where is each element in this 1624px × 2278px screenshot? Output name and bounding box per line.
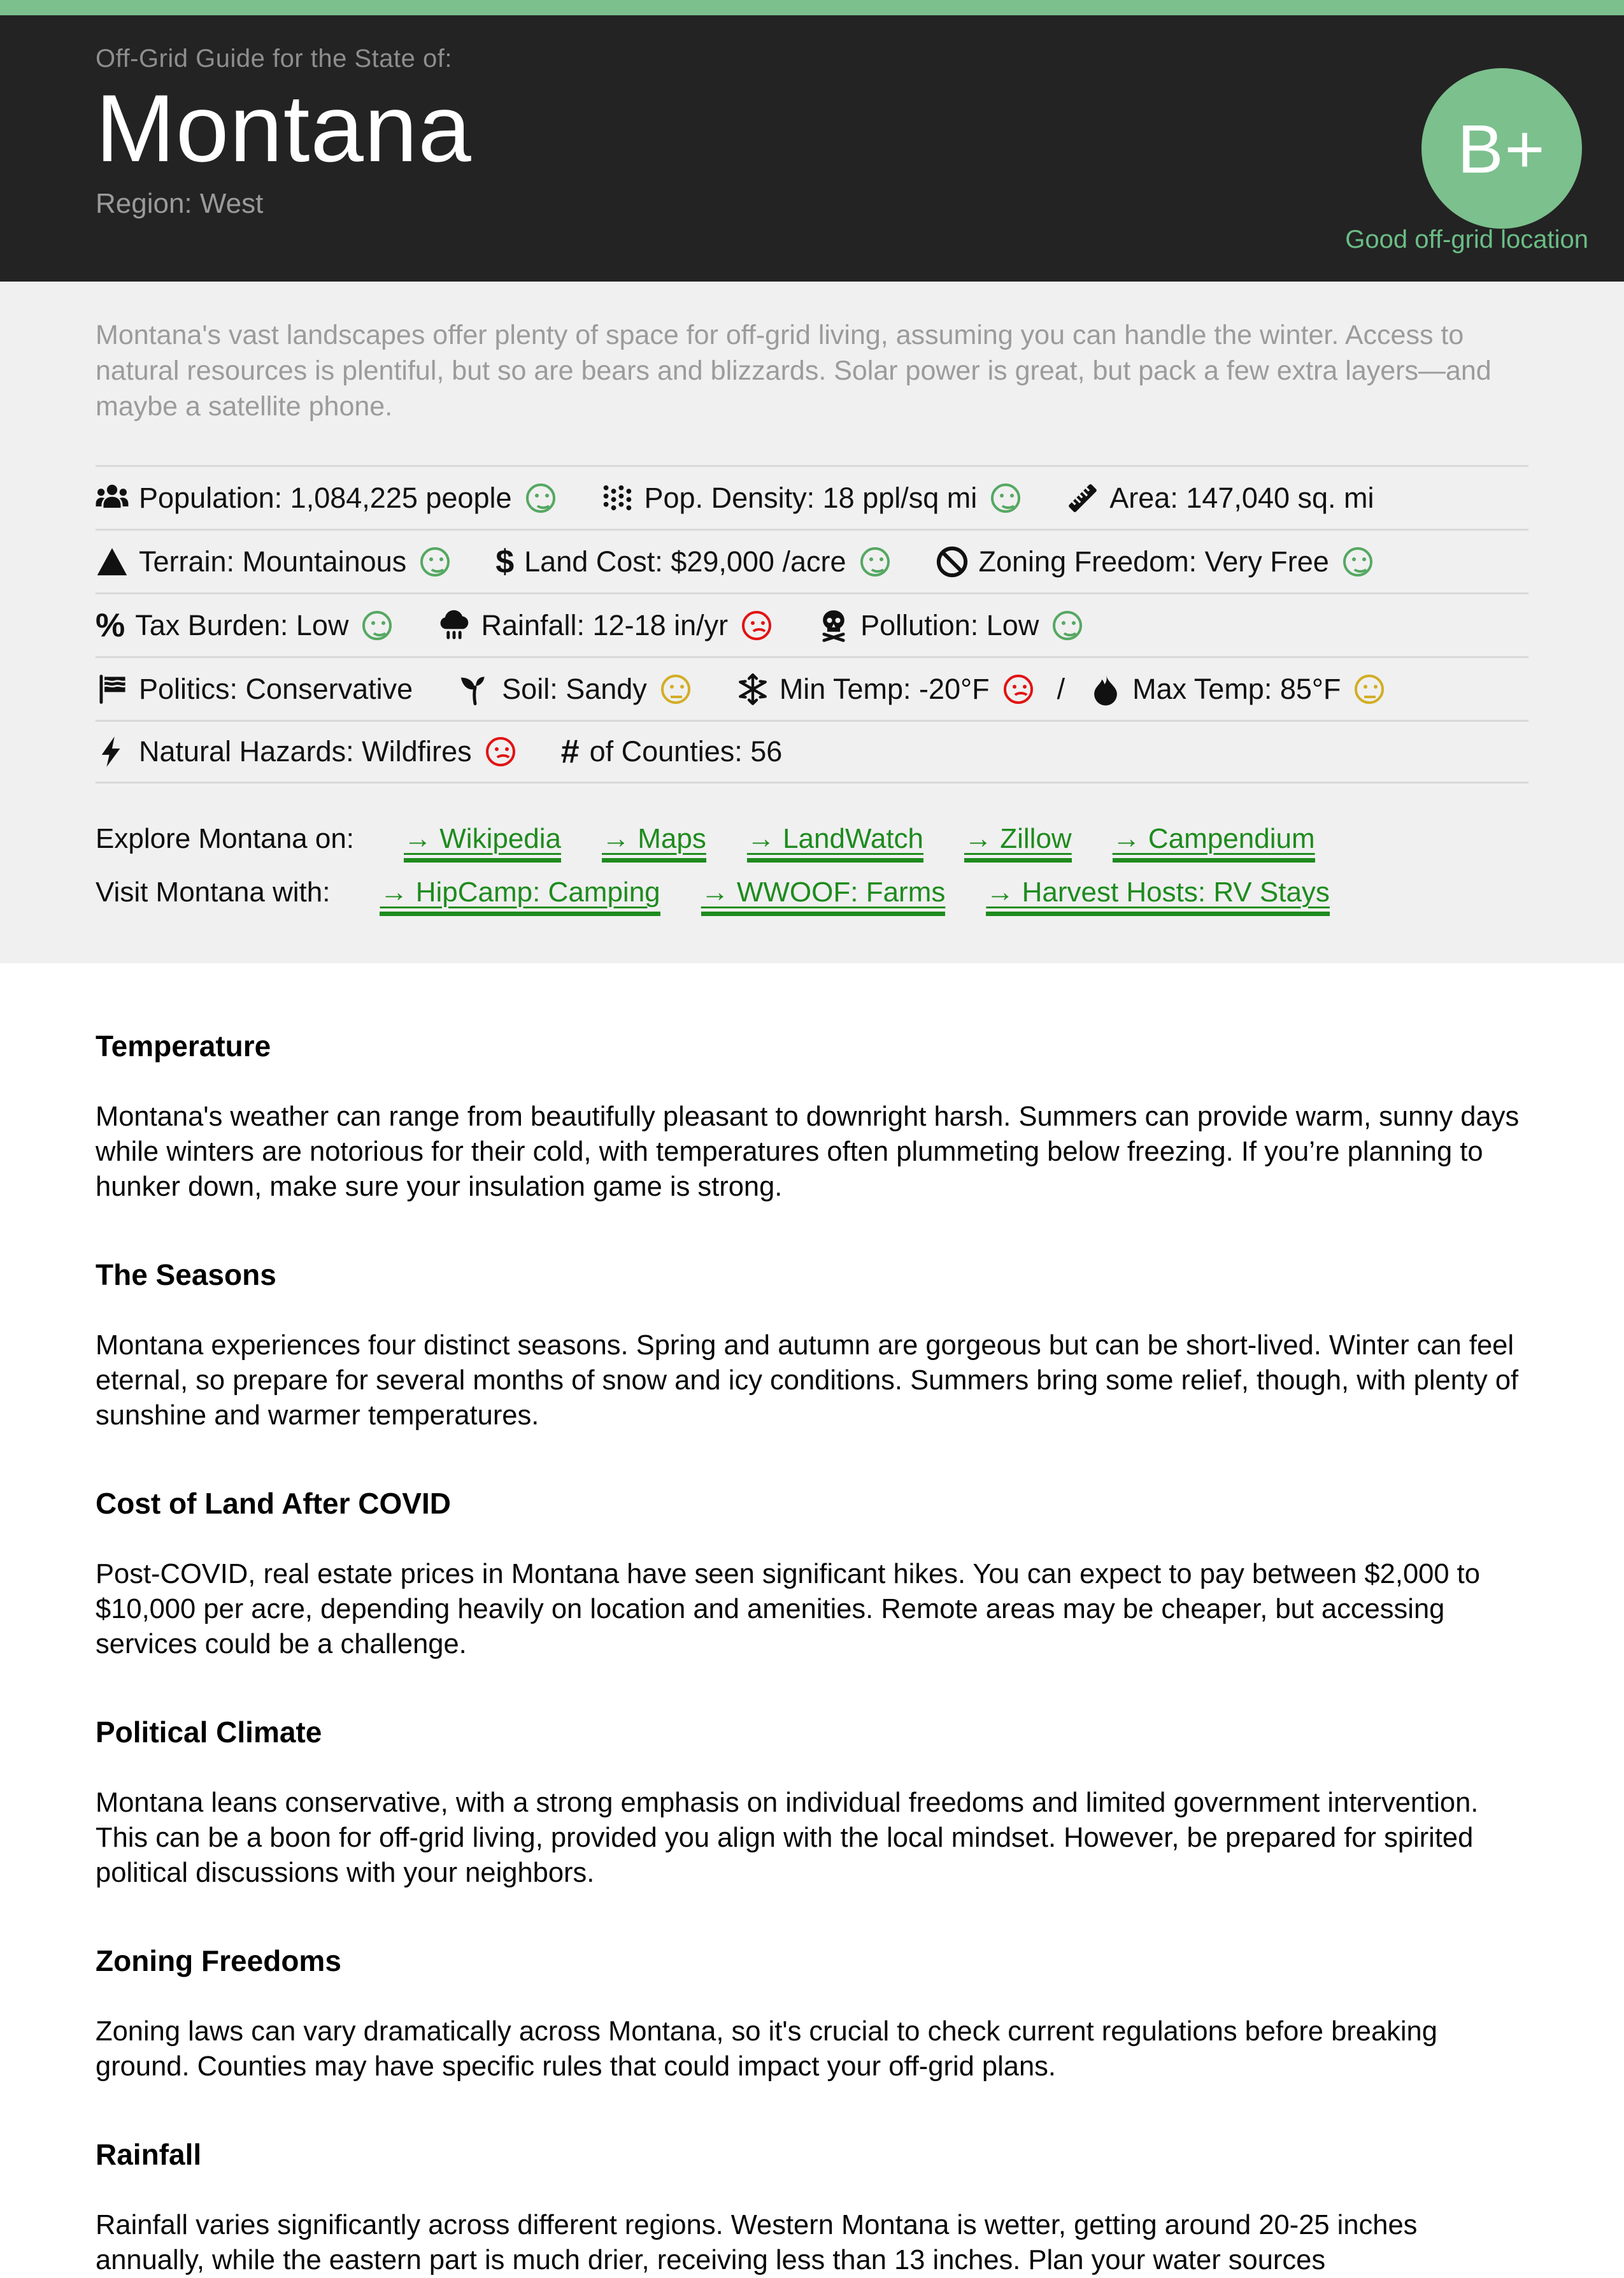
- visit-links-row: [96, 877, 1528, 916]
- intro-paragraph: Montana's vast landscapes offer plenty of space for off-grid living, assuming you can handle the winter. Access to natural resources is plentiful, but so are bears and blizzards. Solar power is great, but pack a few extra layers—and maybe a satellite phone.: [96, 320, 1492, 422]
- section-seasons: [96, 1257, 1528, 1433]
- min-max-separator: /: [1057, 672, 1065, 705]
- summary-band: [0, 282, 1624, 963]
- stat-land-cost: [495, 545, 889, 578]
- explore-prefix: Explore Montana on:: [96, 823, 355, 854]
- link-zillow[interactable]: → Zillow: [964, 823, 1072, 863]
- stat-label: Terrain: Mountainous: [139, 545, 407, 578]
- section-heading: Rainfall: [96, 2138, 202, 2171]
- link-maps[interactable]: → Maps: [602, 823, 706, 863]
- neutral-face-icon: [661, 675, 690, 704]
- stats-row-2: [96, 529, 1528, 592]
- section-rainfall: [96, 2137, 1528, 2278]
- stat-label: Pop. Density: 18 ppl/sq mi: [644, 481, 978, 514]
- frown-face-icon: [486, 737, 515, 766]
- stat-counties: [561, 735, 783, 768]
- article-body: [0, 1028, 1624, 2278]
- stat-population: [96, 482, 555, 515]
- flame-icon: [1089, 673, 1122, 706]
- smile-face-icon: [1343, 547, 1372, 577]
- percent-icon: %: [96, 606, 125, 644]
- bolt-icon: [96, 735, 129, 768]
- grade-badge: [1421, 68, 1582, 229]
- section-zoning-freedoms: [96, 1943, 1528, 2084]
- section-paragraph: Montana's weather can range from beautifully pleasant to downright harsh. Summers can provide warm, sunny days while winters are notorious for their cold, with temperatures often plummeting below freezing. If you’re planning to hunker down, make sure your insulation game is strong.: [96, 1101, 1520, 1202]
- rain-cloud-icon: [438, 609, 471, 642]
- stat-soil: [459, 673, 690, 706]
- section-heading: Political Climate: [96, 1716, 322, 1749]
- stat-label: Land Cost: $29,000 /acre: [524, 545, 846, 578]
- snowflake-icon: [736, 673, 769, 706]
- stat-natural-hazards: [96, 735, 515, 768]
- stat-zoning-freedom: [936, 545, 1372, 578]
- stat-label: Pollution: Low: [860, 608, 1039, 641]
- stats-row-3: [96, 592, 1528, 656]
- section-paragraph: Montana experiences four distinct seasons. Spring and autumn are gorgeous but can be short-lived. Winter can feel eternal, so prepare for several months of snow and icy conditions. Summers bring some relief, though, with plenty of sunshine and warmer temperatures.: [96, 1330, 1519, 1431]
- stat-tax-burden: [96, 606, 392, 644]
- stat-pop-density: [601, 482, 1021, 515]
- visit-prefix: Visit Montana with:: [96, 877, 331, 908]
- section-land-cost: [96, 1486, 1528, 1662]
- link-harvest-hosts[interactable]: → Harvest Hosts: RV Stays: [986, 877, 1330, 916]
- header: [0, 15, 1624, 282]
- link-landwatch[interactable]: → LandWatch: [747, 823, 923, 863]
- stat-rainfall: [438, 609, 771, 642]
- ruler-icon: [1066, 482, 1099, 515]
- grade-letter: B+: [1457, 110, 1546, 187]
- stats-table: [96, 465, 1528, 784]
- region-subtitle: Region: West: [96, 188, 264, 219]
- stat-label: Tax Burden: Low: [135, 608, 349, 641]
- mountain-icon: [96, 545, 129, 578]
- links-block: [96, 823, 1528, 916]
- stats-row-4: [96, 656, 1528, 720]
- stat-label: Zoning Freedom: Very Free: [978, 545, 1329, 578]
- section-paragraph: Rainfall varies significantly across different regions. Western Montana is wetter, getting around 20-25 inches annually, while the eastern part is much drier, receiving less than 13 inches. Plan your water sources: [96, 2210, 1418, 2275]
- stats-row-1: [96, 465, 1528, 529]
- smile-face-icon: [362, 611, 392, 640]
- stat-politics: [96, 673, 413, 706]
- section-heading: Zoning Freedoms: [96, 1944, 341, 1977]
- stat-label: Natural Hazards: Wildfires: [139, 735, 472, 768]
- smile-face-icon: [860, 547, 890, 577]
- flag-icon: [96, 673, 129, 706]
- section-heading: The Seasons: [96, 1258, 276, 1291]
- section-heading: Temperature: [96, 1029, 271, 1063]
- stat-label: Area: 147,040 sq. mi: [1109, 481, 1374, 514]
- smile-face-icon: [991, 484, 1020, 513]
- link-wikipedia[interactable]: → Wikipedia: [404, 823, 561, 863]
- stat-label: Population: 1,084,225 people: [139, 481, 512, 514]
- smile-face-icon: [420, 547, 450, 577]
- smile-face-icon: [1053, 611, 1082, 640]
- section-temperature: [96, 1028, 1528, 1205]
- stat-area: [1066, 482, 1374, 515]
- section-heading: Cost of Land After COVID: [96, 1487, 451, 1520]
- users-icon: [96, 482, 129, 515]
- dollar-icon: $: [495, 543, 515, 580]
- grade-caption: Good off-grid location: [1345, 226, 1588, 254]
- frown-face-icon: [1004, 675, 1033, 704]
- smile-face-icon: [526, 484, 555, 513]
- no-sign-icon: [936, 545, 969, 578]
- kicker: Off-Grid Guide for the State of:: [96, 45, 452, 73]
- stat-terrain: [96, 545, 450, 578]
- stat-label: Rainfall: 12-18 in/yr: [481, 608, 729, 641]
- frown-face-icon: [742, 611, 771, 640]
- section-paragraph: Post-COVID, real estate prices in Montana have seen significant hikes. You can expect to pay between $2,000 to $10,000 per acre, depending heavily on location and amenities. Remote areas may be cheaper, but accessing services could be a challenge.: [96, 1559, 1480, 1659]
- link-hipcamp[interactable]: → HipCamp: Camping: [380, 877, 660, 916]
- section-paragraph: Montana leans conservative, with a strong emphasis on individual freedoms and limited government intervention. This can be a boon for off-grid living, provided you align with the local mindset. However, be prepared for spirited political discussions with your neighbors.: [96, 1787, 1479, 1888]
- stat-label: Soil: Sandy: [502, 672, 647, 705]
- explore-links-row: [96, 823, 1528, 863]
- stat-label: Politics: Conservative: [139, 672, 413, 705]
- section-political-climate: [96, 1714, 1528, 1891]
- section-paragraph: Zoning laws can vary dramatically across Montana, so it's crucial to check current regulations before breaking ground. Counties may have specific rules that could impact your off-grid plans.: [96, 2016, 1437, 2082]
- stat-min-temp: [736, 673, 1033, 706]
- page-title: Montana: [96, 75, 472, 182]
- seedling-icon: [459, 673, 492, 706]
- density-dots-icon: [601, 482, 634, 515]
- link-wwoof[interactable]: → WWOOF: Farms: [701, 877, 946, 916]
- skull-icon: [817, 609, 850, 642]
- stat-label: Min Temp: -20°F: [779, 672, 990, 705]
- top-accent-bar: [0, 0, 1624, 15]
- stat-label: Max Temp: 85°F: [1132, 672, 1341, 705]
- stat-max-temp: [1089, 673, 1384, 706]
- link-campendium[interactable]: → Campendium: [1113, 823, 1315, 863]
- neutral-face-icon: [1355, 675, 1384, 704]
- hash-icon: #: [560, 733, 580, 770]
- stats-row-5: [96, 720, 1528, 784]
- stat-pollution: [817, 609, 1082, 642]
- stat-label: of Counties: 56: [589, 735, 783, 768]
